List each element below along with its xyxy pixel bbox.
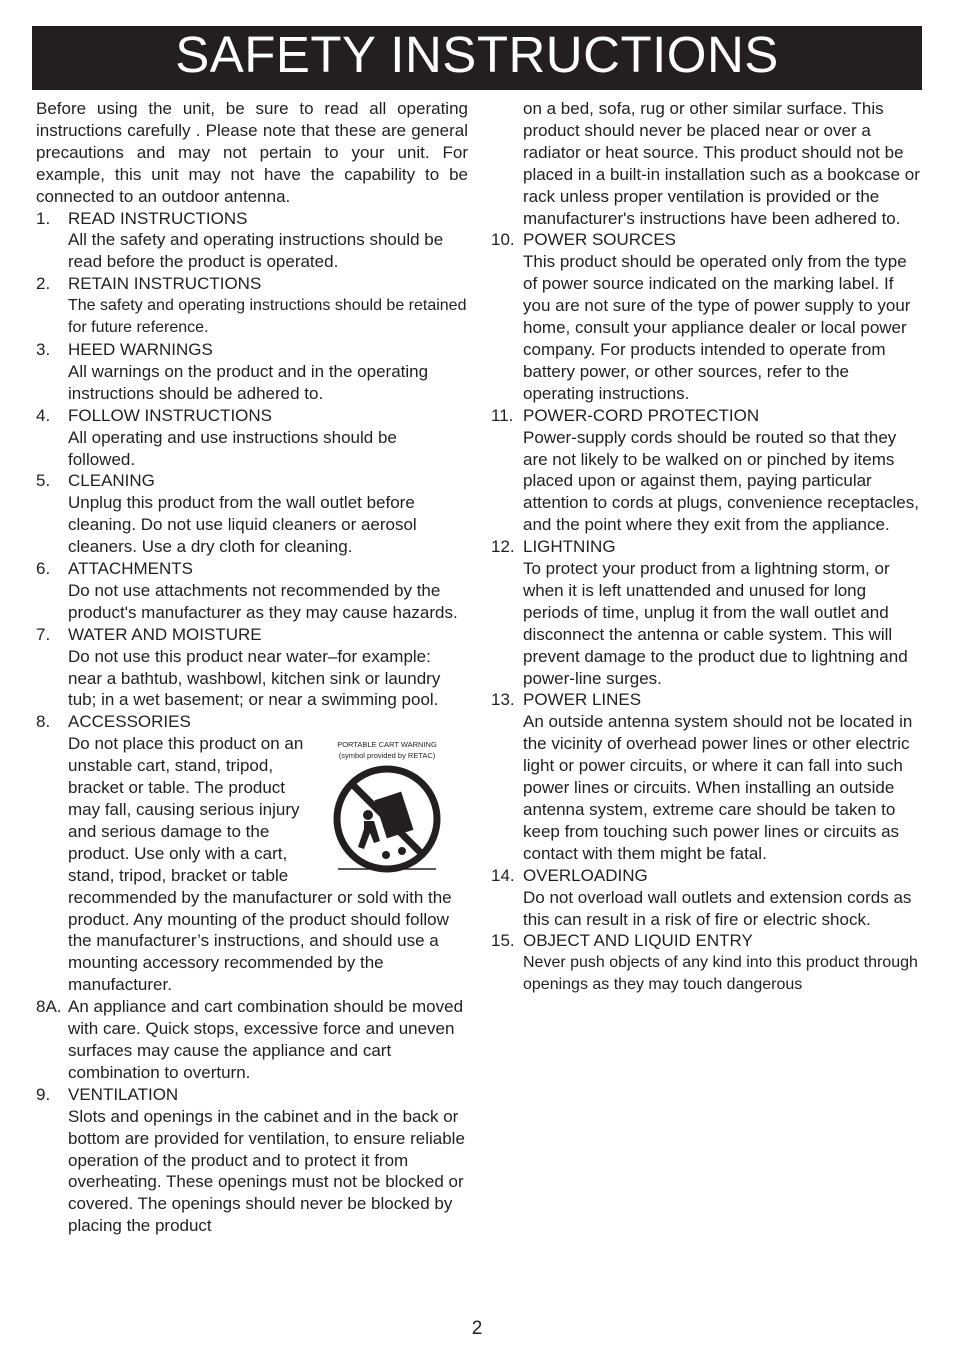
item-heading: FOLLOW INSTRUCTIONS	[68, 405, 273, 425]
item-heading: POWER-CORD PROTECTION	[523, 405, 760, 425]
item-number: 9.	[36, 1084, 51, 1104]
item-heading: OBJECT AND LIQUID ENTRY	[523, 931, 753, 951]
item-number: 8A.	[36, 997, 62, 1017]
item-cleaning	[36, 470, 468, 558]
item-follow-instructions	[36, 405, 468, 471]
item-heading: ACCESSORIES	[68, 712, 191, 732]
item-number: 10.	[491, 230, 515, 250]
item-body: All operating and use instructions should be followed.	[68, 427, 397, 469]
item-read-instructions	[36, 208, 468, 274]
item-body: Do not use attachments not recommended by the product's manufacturer as they may cause hazards.	[68, 580, 458, 622]
portable-cart-warning-icon	[328, 765, 446, 873]
item-body: Never push objects of any kind into this product through openings as they may touch dangerous	[523, 954, 918, 994]
item-body: on a bed, sofa, rug or other similar surface. This product should never be placed near or over a radiator or heat source. This product should not be placed in a built-in installation such as a bookcase or rack unless proper ventilation is provided or the manufacturer's instructions have been adhered to.	[523, 99, 920, 228]
item-heading: CLEANING	[68, 471, 155, 491]
page-number: 2	[471, 1318, 483, 1339]
item-heading: READ INSTRUCTIONS	[68, 208, 248, 228]
cart-figure-caption: PORTABLE CART WARNING	[337, 740, 437, 750]
item-number: 7.	[36, 624, 51, 644]
item-heading: OVERLOADING	[523, 865, 648, 885]
item-attachments	[36, 558, 468, 624]
item-body: All the safety and operating instructions should be read before the product is operated.	[68, 230, 444, 272]
item-heading: HEED WARNINGS	[68, 339, 213, 359]
item-heading: ATTACHMENTS	[68, 559, 193, 579]
right-column	[491, 98, 921, 996]
intro-paragraph: Before using the unit, be sure to read all operating instructions carefully . Please note that these are general precautions and may not pertain to your unit. For example, this unit may not have the capability to be connected to an outdoor antenna.	[36, 99, 468, 206]
item-body: Do not overload wall outlets and extension cords as this can result in a risk of fire or electric shock.	[523, 887, 912, 929]
item-heading: LIGHTNING	[523, 537, 616, 557]
item-number: 6.	[36, 559, 51, 579]
item-number: 3.	[36, 339, 51, 359]
item-water-and-moisture	[36, 624, 468, 712]
item-power-cord-protection	[491, 405, 921, 536]
item-body: This product should be operated only from the type of power source indicated on the marking label. If you are not sure of the type of power supply to your home, consult your appliance dealer or local power company. For products intended to operate from battery power, or other sources, refer to the operating instructions.	[523, 252, 911, 403]
item-number: 5.	[36, 471, 51, 491]
item-number: 15.	[491, 931, 515, 951]
item-body: The safety and operating instructions should be retained for future reference.	[68, 297, 467, 337]
item-heading: POWER SOURCES	[523, 230, 677, 250]
item-number: 1.	[36, 208, 51, 228]
item-number: 14.	[491, 865, 515, 885]
item-body: An outside antenna system should not be located in the vicinity of overhead power lines or other electric light or power circuits, or where it can fall into such power lines or circuits. When installing an outside antenna system, extreme care should be taken to keep from touching such power lines or circuits as contact with them might be fatal.	[523, 712, 913, 863]
item-number: 11.	[491, 405, 514, 425]
page-title: SAFETY INSTRUCTIONS	[32, 26, 922, 90]
item-heed-warnings	[36, 339, 468, 405]
item-body: Do not use this product near water–for example: near a bathtub, washbowl, kitchen sink or laundry tub; in a wet basement; or near a swimming pool.	[68, 646, 441, 710]
item-object-and-liquid-entry	[491, 930, 921, 996]
item-heading: VENTILATION	[68, 1084, 179, 1104]
item-power-lines	[491, 689, 921, 864]
item-ventilation-continued	[491, 98, 921, 229]
item-body: Power-supply cords should be routed so that they are not likely to be walked on or pinched by items placed upon or against them, paying particular attention to cords at plugs, convenience receptacles, and the point where they exit from the appliance.	[523, 427, 919, 535]
item-ventilation	[36, 1084, 468, 1237]
item-body: To protect your product from a lightning storm, or when it is left unattended and unused for long periods of time, unplug it from the wall outlet and disconnect the antenna or cable system. This will prevent damage to the product due to lightning and power-line surges.	[523, 559, 908, 688]
item-lightning	[491, 536, 921, 689]
item-heading: RETAIN INSTRUCTIONS	[68, 274, 262, 294]
item-retain-instructions	[36, 273, 468, 339]
item-heading: WATER AND MOISTURE	[68, 624, 262, 644]
item-body: All warnings on the product and in the operating instructions should be adhered to.	[68, 361, 429, 403]
item-body: An appliance and cart combination should be moved with care. Quick stops, excessive force and uneven surfaces may cause the appliance and cart combination to overturn.	[68, 997, 464, 1082]
item-number: 13.	[491, 690, 515, 710]
cart-figure-credit: (symbol provided by RETAC)	[338, 751, 436, 761]
item-accessories	[36, 711, 468, 996]
item-overloading	[491, 865, 921, 931]
item-number: 8.	[36, 712, 51, 732]
item-heading: POWER LINES	[523, 690, 642, 710]
item-number: 4.	[36, 405, 51, 425]
item-number: 12.	[491, 537, 515, 557]
item-body-text: Do not place this product on an unstable cart, stand, tripod, bracket or table. The product may fall, causing serious injury and serious damage to the product. Use only with a cart, stand, tripod, bracket or table recommended by the manufacturer or sold with the product. Any mounting of the product should follow the manufacturer’s instructions, and should use a mounting accessory recommended by the manufacturer.	[68, 734, 452, 995]
item-body: Unplug this product from the wall outlet before cleaning. Do not use liquid cleaners or aerosol cleaners. Use a dry cloth for cleaning.	[68, 493, 417, 557]
item-power-sources	[491, 229, 921, 404]
item-body: Slots and openings in the cabinet and in the back or bottom are provided for ventilation, to ensure reliable operation of the product and to protect it from overheating. These openings must not be blocked or covered. The openings should never be blocked by placing the product	[68, 1106, 465, 1236]
item-body-with-figure	[68, 733, 468, 996]
left-column	[36, 98, 468, 1237]
item-8a-appliance-cart	[36, 996, 468, 1084]
item-number: 2.	[36, 274, 51, 294]
cart-warning-figure	[312, 739, 462, 873]
